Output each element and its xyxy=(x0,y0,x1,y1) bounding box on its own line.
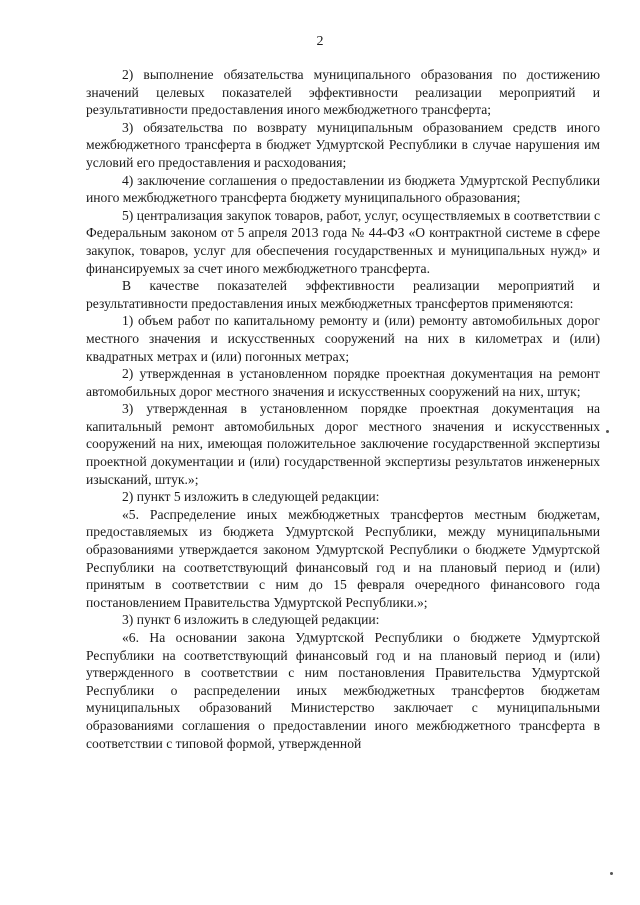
paragraph: 2) утвержденная в установленном порядке проектная документация на ремонт автомобильных дорог местного значения и искусственных сооружений на них, штук; xyxy=(86,366,600,399)
paragraph: «6. На основании закона Удмуртской Республики о бюджете Удмуртской Республики на соответствующий финансовый год и на плановый период и (или) утвержденного в соответствии с ним постановления Правительства Удмуртской Республики о распределении иных межбюджетных трансфертов бюджетам муниципальных образований Министерство заключает с муниципальными образованиями соглашения о предоставлении иного межбюджетного трансферта в соответствии с типовой формой, утвержденной xyxy=(86,630,600,751)
scan-speck xyxy=(606,430,609,433)
document-body xyxy=(86,66,600,752)
page-number: 2 xyxy=(316,34,324,49)
scan-speck xyxy=(610,872,613,875)
paragraph: 2) выполнение обязательства муниципального образования по достижению значений целевых показателей эффективности реализации мероприятий и результативности предоставления иного межбюджетного трансферта; xyxy=(86,67,600,118)
paragraph: 3) пункт 6 изложить в следующей редакции: xyxy=(122,612,380,628)
paragraph: «5. Распределение иных межбюджетных трансфертов местным бюджетам, предоставляемых из бюджета Удмуртской Республики, между муниципальными образованиями утверждается законом Удмуртской Республики о бюджете Удмуртской Республики на соответствующий финансовый год и на плановый период и (или) принятым в соответствии с ним до 15 февраля очередного финансового года постановлением Правительства Удмуртской Республики.»; xyxy=(86,506,600,610)
paragraph: В качестве показателей эффективности реализации мероприятий и результативности предоставления иных межбюджетных трансфертов применяются: xyxy=(86,278,600,311)
paragraph: 5) централизация закупок товаров, работ, услуг, осуществляемых в соответствии с Федеральным законом от 5 апреля 2013 года № 44-ФЗ «О контрактной системе в сфере закупок, товаров, услуг для обеспечения государственных и муниципальных нужд» и финансируемых за счет иного межбюджетного трансферта. xyxy=(86,207,600,276)
paragraph: 3) утвержденная в установленном порядке проектная документация на капитальный ремонт автомобильных дорог местного значения и искусственных сооружений на них, имеющая положительное заключение государственной экспертизы проектной документации и (или) государственной экспертизы результатов инженерных изысканий, штук.»; xyxy=(86,401,600,487)
paragraph: 2) пункт 5 изложить в следующей редакции: xyxy=(122,489,380,505)
paragraph: 3) обязательства по возврату муниципальным образованием средств иного межбюджетного трансферта в бюджет Удмуртской Республики в случае нарушения им условий его предоставления и расходования; xyxy=(86,119,600,170)
paragraph: 4) заключение соглашения о предоставлении из бюджета Удмуртской Республики иного межбюджетного трансферта бюджету муниципального образования; xyxy=(86,172,600,206)
paragraph: 1) объем работ по капитальному ремонту и (или) ремонту автомобильных дорог местного значения и искусственных сооружений на них в километрах и (или) квадратных метрах и (или) погонных метрах; xyxy=(86,313,600,364)
